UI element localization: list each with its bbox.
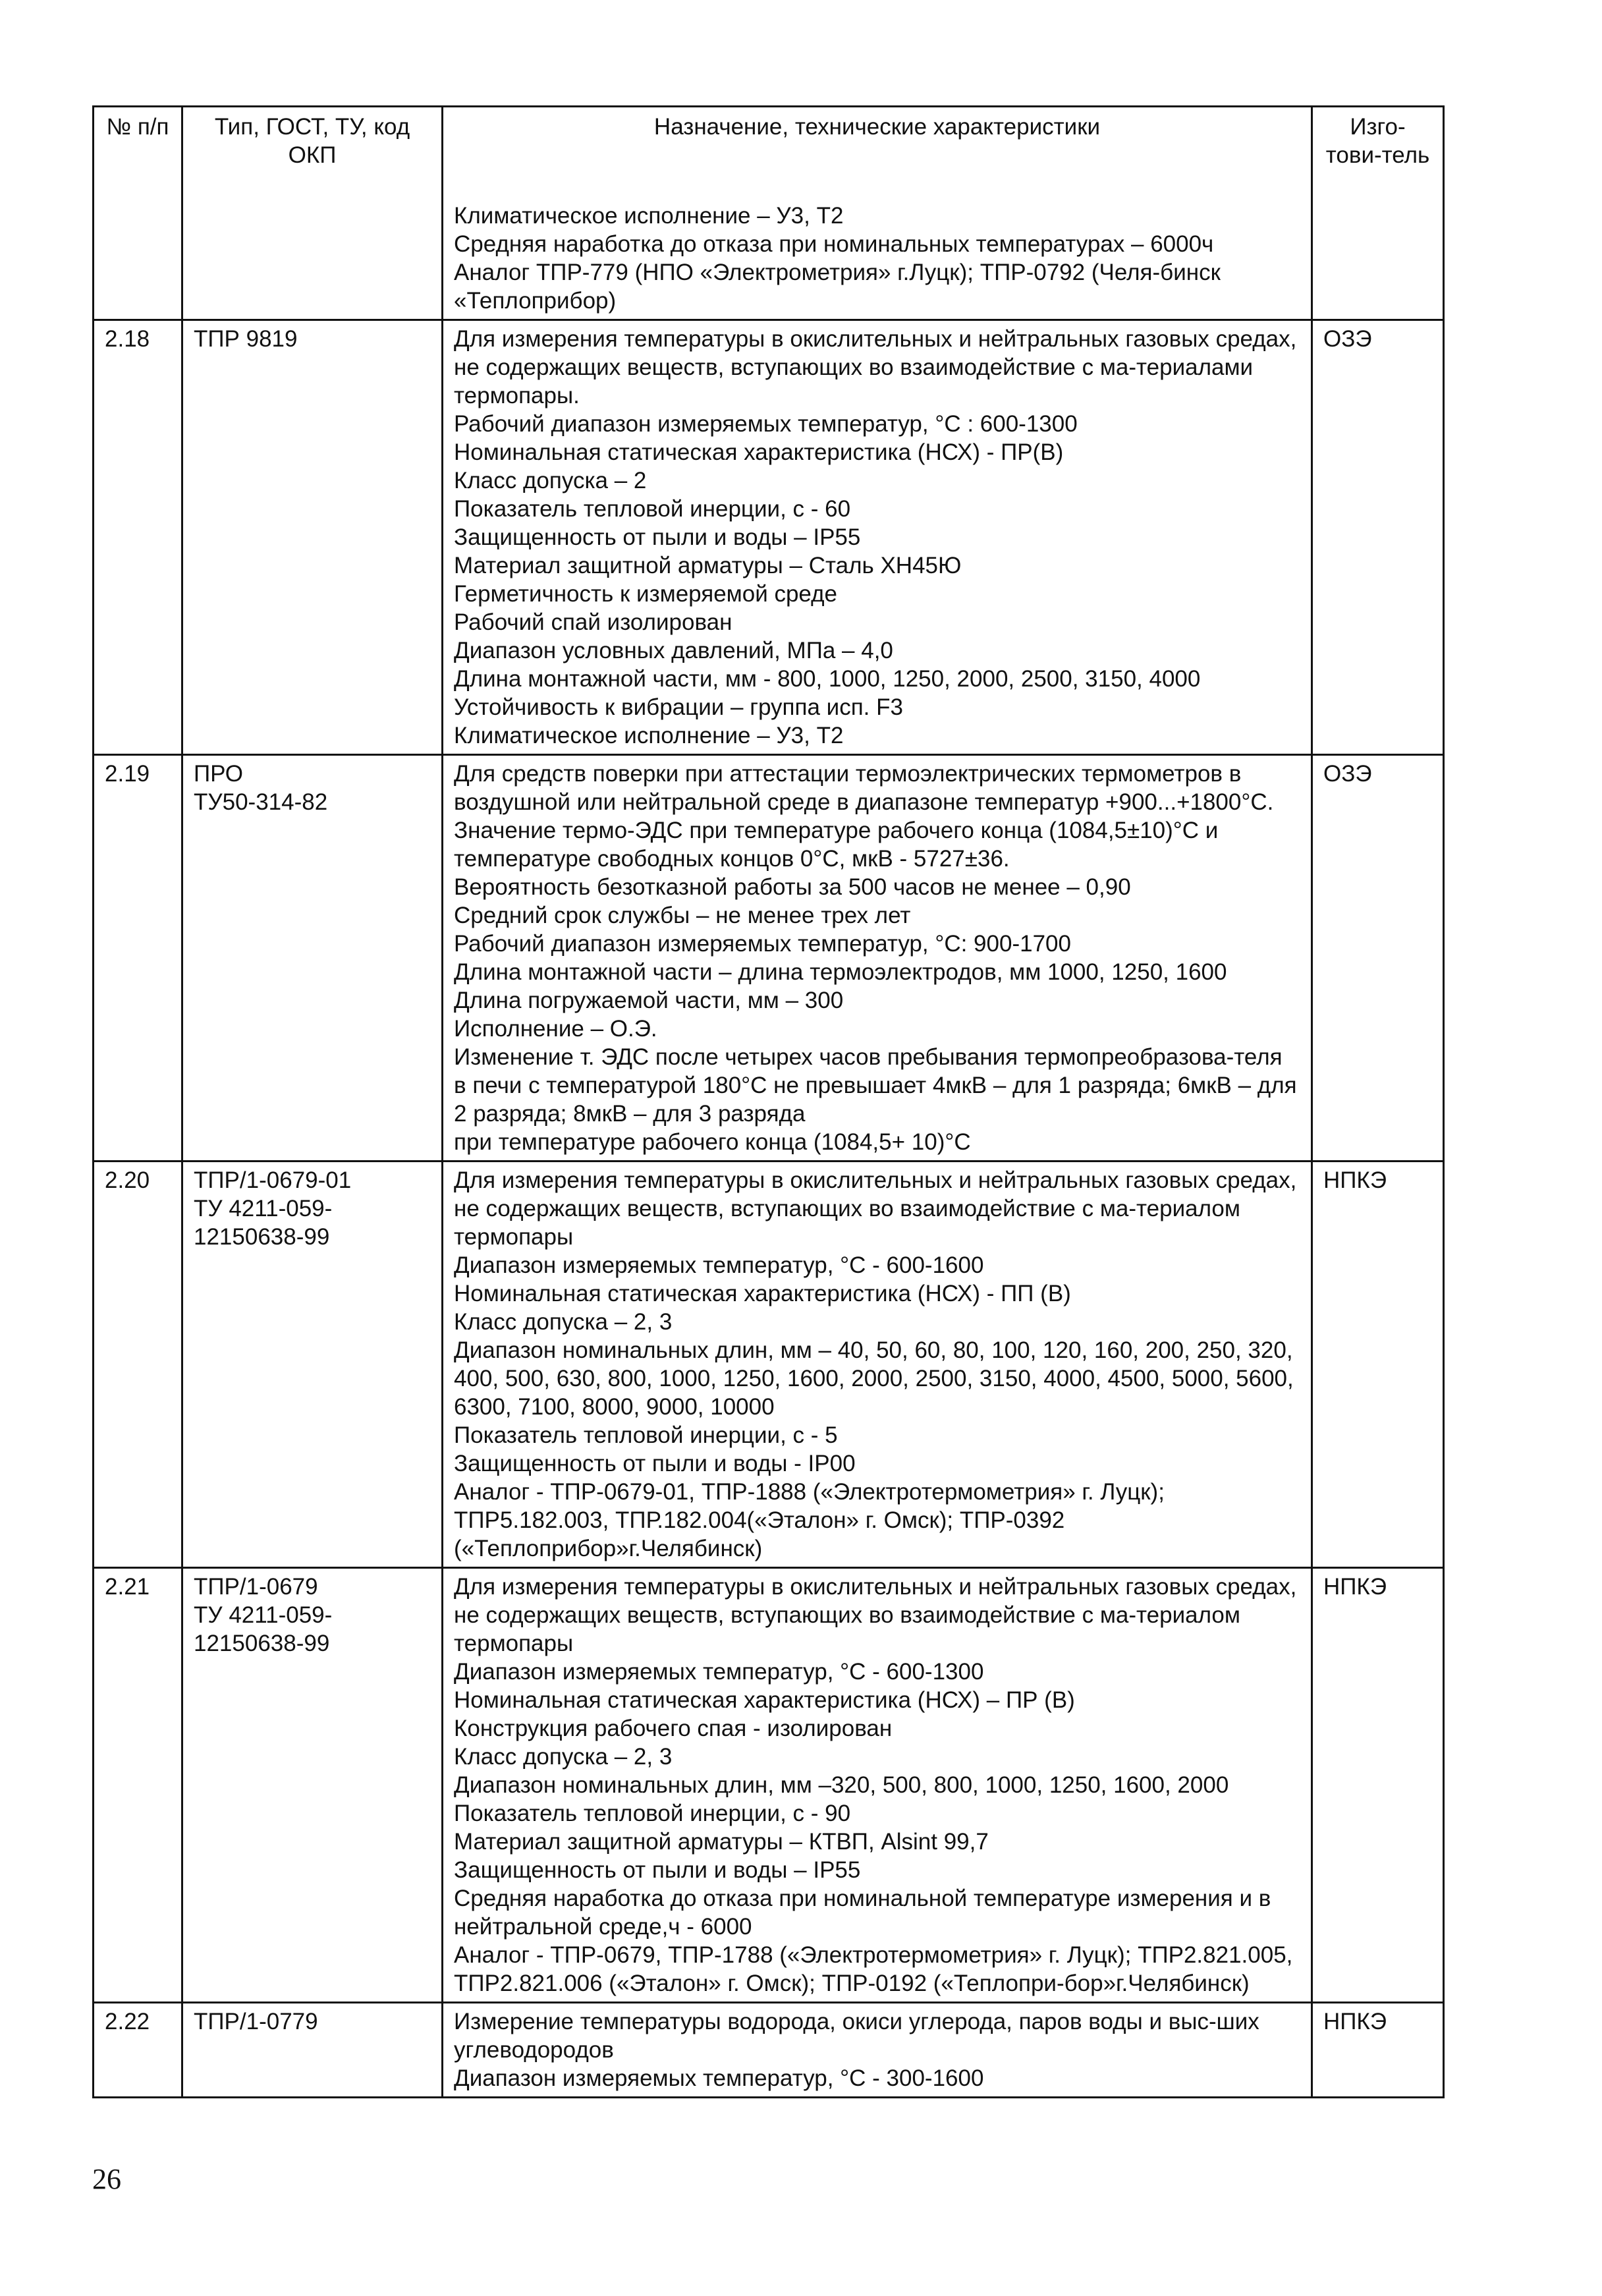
description-line: Длина монтажной части – длина термоэлектродов, мм 1000, 1250, 1600 bbox=[454, 959, 1227, 985]
description-line: Диапазон измеряемых температур, °С - 300-1600 bbox=[454, 2065, 984, 2091]
description-line: Диапазон условных давлений, МПа – 4,0 bbox=[454, 638, 893, 663]
header-row bbox=[94, 107, 1444, 320]
type-line: ТУ 4211-059- bbox=[194, 1602, 333, 1628]
col-header-desc-title: Назначение, технические характеристики bbox=[653, 114, 1101, 140]
description-line: Номинальная статическая характеристика (НСХ) - ПП (В) bbox=[454, 1281, 1071, 1306]
description-line: Защищенность от пыли и воды - IP00 bbox=[454, 1451, 856, 1476]
row-description-cell bbox=[443, 755, 1312, 1162]
row-manufacturer: НПКЭ bbox=[1312, 1568, 1444, 2003]
description-line: Изменение т. ЭДС после четырех часов пребывания термопреобразова-теля в печи с температурой 180°С не превышает 4мкВ – для 1 разряда; 6мкВ – для 2 разряда; 8мкВ – для 3 разряда bbox=[454, 1044, 1304, 1127]
description-line: Климатическое исполнение – У3, Т2 bbox=[454, 723, 844, 748]
type-line: ТПР 9819 bbox=[194, 326, 298, 352]
row-number: 2.19 bbox=[94, 755, 182, 1162]
description-line: Материал защитной арматуры – Сталь ХН45Ю bbox=[454, 553, 962, 578]
type-line: ТУ 4211-059- bbox=[194, 1196, 333, 1221]
table-row bbox=[94, 320, 1444, 755]
description-line: Диапазон номинальных длин, мм – 40, 50, 60, 80, 100, 120, 160, 200, 250, 320, 400, 500, 630, 800, 1000, 1250, 1600, 2000, 2500, 3150, 4000, 4500, 5000, 5600, 6300, 7100, 8000, 9000, 10000 bbox=[454, 1337, 1300, 1420]
description-line: Средняя наработка до отказа при номинальной температуре измерения и в нейтральной среде,ч - 6000 bbox=[454, 1886, 1278, 1940]
row-manufacturer: НПКЭ bbox=[1312, 2003, 1444, 2098]
type-line: ТПР/1-0679 bbox=[194, 1574, 318, 1600]
description-line: Исполнение – О.Э. bbox=[454, 1016, 657, 1042]
page-number: 26 bbox=[92, 2163, 121, 2195]
description-line: Конструкция рабочего спая - изолирован bbox=[454, 1716, 893, 1741]
description-line: Значение термо-ЭДС при температуре рабочего конца (1084,5±10)°С и температуре свободных концов 0°С, мкВ - 5727±36. bbox=[454, 818, 1225, 872]
table-row bbox=[94, 2003, 1444, 2098]
description-line: Класс допуска – 2, 3 bbox=[454, 1309, 673, 1335]
row-type-cell bbox=[182, 1162, 443, 1568]
description-line: Герметичность к измеряемой среде bbox=[454, 581, 838, 607]
description-line: Класс допуска – 2 bbox=[454, 468, 647, 493]
row-manufacturer: НПКЭ bbox=[1312, 1162, 1444, 1568]
table-row bbox=[94, 1162, 1444, 1568]
description-line: Аналог - ТПР-0679, ТПР-1788 («Электротермометрия» г. Луцк); ТПР2.821.005, ТПР2.821.006 («Эталон» г. Омск); ТПР-0192 («Теплопри-бор»г.Челябинск) bbox=[454, 1942, 1300, 1996]
row-description-cell bbox=[443, 1568, 1312, 2003]
description-line: Показатель тепловой инерции, с - 60 bbox=[454, 496, 851, 522]
table-row bbox=[94, 755, 1444, 1162]
type-line: ТУ50-314-82 bbox=[194, 789, 328, 815]
description-line: Класс допуска – 2, 3 bbox=[454, 1744, 673, 1770]
description-line: Диапазон измеряемых температур, °С - 600-1300 bbox=[454, 1659, 984, 1685]
description-line: Измерение температуры водорода, окиси углерода, паров воды и выс-ших углеводородов bbox=[454, 2009, 1266, 2063]
description-line: Рабочий диапазон измеряемых температур, °С: 900-1700 bbox=[454, 931, 1071, 957]
description-line: Номинальная статическая характеристика (НСХ) - ПР(В) bbox=[454, 439, 1064, 465]
row-description-cell bbox=[443, 2003, 1312, 2098]
description-line: Для измерения температуры в окислительных и нейтральных газовых средах, не содержащих веществ, вступающих во взаимодействие с ма-териалом термопары bbox=[454, 1574, 1304, 1656]
row-number: 2.18 bbox=[94, 320, 182, 755]
row-description-cell bbox=[443, 1162, 1312, 1568]
description-line: Диапазон номинальных длин, мм –320, 500, 800, 1000, 1250, 1600, 2000 bbox=[454, 1772, 1229, 1798]
description-line: Средний срок службы – не менее трех лет bbox=[454, 903, 911, 928]
description-line: Защищенность от пыли и воды – IP55 bbox=[454, 524, 861, 550]
row-manufacturer: ОЗЭ bbox=[1312, 320, 1444, 755]
description-line: при температуре рабочего конца (1084,5+ 10)°С bbox=[454, 1129, 971, 1155]
continuation-line: Средняя наработка до отказа при номинальных температурах – 6000ч bbox=[454, 231, 1214, 257]
type-line: ПРО bbox=[194, 761, 243, 787]
type-line: ТПР/1-0679-01 bbox=[194, 1167, 352, 1193]
table-body bbox=[94, 320, 1444, 2098]
description-line: Для средств поверки при аттестации термоэлектрических термометров в воздушной или нейтральной среде в диапазоне температур +900...+1800°С. bbox=[454, 761, 1274, 815]
description-line: Показатель тепловой инерции, с - 90 bbox=[454, 1801, 851, 1826]
description-line: Длина монтажной части, мм - 800, 1000, 1250, 2000, 2500, 3150, 4000 bbox=[454, 666, 1201, 692]
description-line: Аналог - ТПР-0679-01, ТПР-1888 («Электротермометрия» г. Луцк); ТПР5.182.003, ТПР.182.004(«Эталон» г. Омск); ТПР-0392 («Теплоприбор»г.Челябинск) bbox=[454, 1479, 1171, 1561]
description-line: Длина погружаемой части, мм – 300 bbox=[454, 988, 844, 1013]
col-header-manufacturer: Изго-тови-тель bbox=[1312, 107, 1444, 320]
row-description-cell bbox=[443, 320, 1312, 755]
row-number: 2.22 bbox=[94, 2003, 182, 2098]
continuation-line: Аналог ТПР-779 (НПО «Электрометрия» г.Луцк); ТПР-0792 (Челя-бинск «Теплоприбор) bbox=[454, 260, 1227, 314]
row-type-cell bbox=[182, 1568, 443, 2003]
type-line: 12150638-99 bbox=[194, 1224, 330, 1250]
row-number: 2.20 bbox=[94, 1162, 182, 1568]
description-line: Рабочий диапазон измеряемых температур, °С : 600-1300 bbox=[454, 411, 1078, 437]
description-line: Номинальная статическая характеристика (НСХ) – ПР (В) bbox=[454, 1687, 1075, 1713]
description-line: Рабочий спай изолирован bbox=[454, 609, 732, 635]
row-type-cell bbox=[182, 755, 443, 1162]
row-type-cell bbox=[182, 2003, 443, 2098]
row-number: 2.21 bbox=[94, 1568, 182, 2003]
description-line: Вероятность безотказной работы за 500 часов не менее – 0,90 bbox=[454, 874, 1131, 900]
row-manufacturer: ОЗЭ bbox=[1312, 755, 1444, 1162]
col-header-desc bbox=[443, 107, 1312, 320]
type-line: ТПР/1-0779 bbox=[194, 2009, 318, 2034]
description-line: Показатель тепловой инерции, с - 5 bbox=[454, 1422, 838, 1448]
continuation-line: Климатическое исполнение – У3, Т2 bbox=[454, 203, 844, 229]
spec-table bbox=[92, 105, 1445, 2098]
description-line: Защищенность от пыли и воды – IP55 bbox=[454, 1857, 861, 1883]
row-type-cell bbox=[182, 320, 443, 755]
col-header-num: № п/п bbox=[94, 107, 182, 320]
col-header-type: Тип, ГОСТ, ТУ, код ОКП bbox=[182, 107, 443, 320]
description-line: Материал защитной арматуры – КТВП, Alsint 99,7 bbox=[454, 1829, 989, 1855]
description-line: Для измерения температуры в окислительных и нейтральных газовых средах, не содержащих веществ, вступающих во взаимодействие с ма-териалом термопары bbox=[454, 1167, 1304, 1250]
description-line: Для измерения температуры в окислительных и нейтральных газовых средах, не содержащих веществ, вступающих во взаимодействие с ма-териалами термопары. bbox=[454, 326, 1304, 408]
description-line: Устойчивость к вибрации – группа исп. F3 bbox=[454, 694, 903, 720]
description-line: Диапазон измеряемых температур, °С - 600-1600 bbox=[454, 1252, 984, 1278]
table-row bbox=[94, 1568, 1444, 2003]
type-line: 12150638-99 bbox=[194, 1631, 330, 1656]
